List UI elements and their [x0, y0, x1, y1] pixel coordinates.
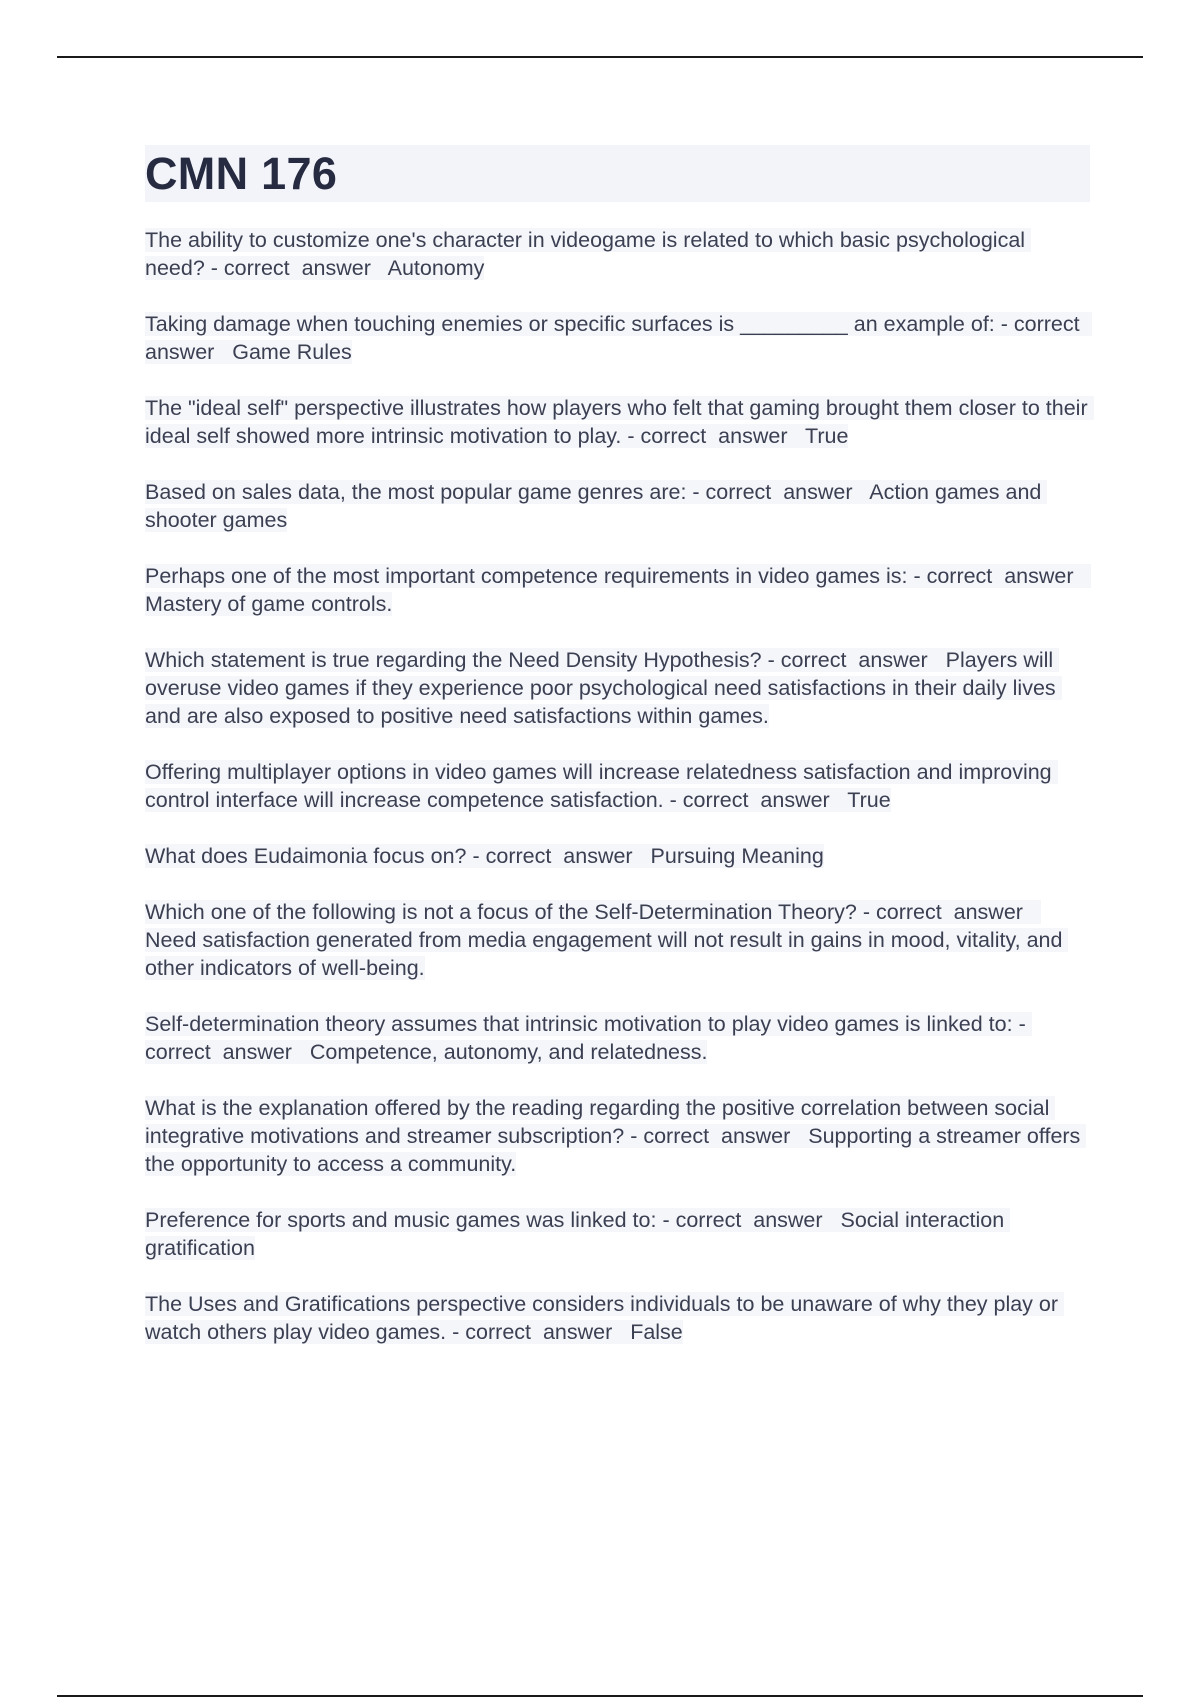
qa-item: [145, 1010, 1090, 1066]
answer-marker: - correct answer: [472, 844, 633, 868]
qa-highlight: [145, 760, 1058, 812]
qa-highlight: [145, 900, 1068, 980]
qa-highlight: [145, 228, 1031, 280]
document-title: CMN 176: [145, 148, 338, 199]
qa-item: [145, 646, 1090, 730]
qa-item: [145, 898, 1090, 982]
answer-text: Mastery of game controls.: [145, 592, 393, 616]
qa-item: [145, 1094, 1090, 1178]
qa-item: [145, 1206, 1090, 1262]
question-text: Which one of the following is not a focus of the Self-Determination Theory?: [145, 900, 857, 924]
question-text: Offering multiplayer options in video games will increase relatedness satisfaction and improving control interface will increase competence satisfaction.: [145, 760, 1058, 812]
answer-text: Players will overuse video games if they experience poor psychological need satisfactions in their daily lives and are also exposed to positive need satisfactions within games.: [145, 648, 1062, 728]
question-text: What does Eudaimonia focus on?: [145, 844, 467, 868]
answer-marker: - correct answer: [662, 1208, 823, 1232]
question-text: Based on sales data, the most popular game genres are:: [145, 480, 687, 504]
qa-highlight: [145, 1012, 1032, 1064]
qa-highlight: [145, 312, 1092, 364]
title-band: [145, 145, 1090, 202]
top-rule: [57, 56, 1143, 58]
qa-item: [145, 842, 1090, 870]
qa-list: [145, 226, 1094, 1346]
answer-text: True: [847, 788, 891, 812]
answer-text: Autonomy: [387, 256, 485, 280]
answer-marker: - correct answer: [669, 788, 830, 812]
answer-marker: - correct answer: [452, 1320, 613, 1344]
answer-marker: - correct answer: [145, 312, 1092, 364]
document-body: [145, 145, 1094, 1374]
answer-marker: - correct answer: [862, 900, 1023, 924]
qa-highlight: [145, 844, 824, 868]
answer-text: Need satisfaction generated from media engagement will not result in gains in mood, vitality, and other indicators of well-being.: [145, 928, 1069, 980]
question-text: Self-determination theory assumes that intrinsic motivation to play video games is linked to:: [145, 1012, 1013, 1036]
qa-item: [145, 478, 1090, 534]
answer-marker: - correct answer: [627, 424, 788, 448]
qa-highlight: [145, 480, 1047, 532]
qa-highlight: [145, 396, 1094, 448]
question-text: The "ideal self" perspective illustrates how players who felt that gaming brought them closer to their ideal self showed more intrinsic motivation to play.: [145, 396, 1094, 448]
answer-text: Supporting a streamer offers the opportunity to access a community.: [145, 1124, 1087, 1176]
qa-item: [145, 1290, 1090, 1346]
question-text: The Uses and Gratifications perspective considers individuals to be unaware of why they play or watch others play video games.: [145, 1292, 1065, 1344]
answer-marker: - correct answer: [913, 564, 1074, 588]
bottom-rule: [57, 1695, 1143, 1697]
answer-text: Game Rules: [232, 340, 352, 364]
qa-highlight: [145, 564, 1091, 616]
answer-text: False: [630, 1320, 683, 1344]
question-text: The ability to customize one's character in videogame is related to which basic psychological need?: [145, 228, 1032, 280]
question-text: Which statement is true regarding the Need Density Hypothesis?: [145, 648, 762, 672]
qa-highlight: [145, 648, 1062, 728]
qa-item: [145, 394, 1094, 450]
qa-highlight: [145, 1292, 1064, 1344]
question-text: Preference for sports and music games was linked to:: [145, 1208, 657, 1232]
qa-item: [145, 758, 1090, 814]
question-text: Perhaps one of the most important competence requirements in video games is:: [145, 564, 908, 588]
qa-item: [145, 562, 1090, 618]
answer-marker: - correct answer: [210, 256, 371, 280]
qa-item: [145, 226, 1090, 282]
answer-text: Competence, autonomy, and relatedness.: [309, 1040, 708, 1064]
answer-text: Action games and shooter games: [145, 480, 1048, 532]
qa-highlight: [145, 1096, 1086, 1176]
qa-highlight: [145, 1208, 1010, 1260]
answer-text: Social interaction gratification: [145, 1208, 1011, 1260]
answer-text: True: [805, 424, 849, 448]
answer-text: Pursuing Meaning: [650, 844, 824, 868]
qa-item: [145, 310, 1090, 366]
question-text: What is the explanation offered by the reading regarding the positive correlation between social integrative motivations and streamer subscription?: [145, 1096, 1056, 1148]
question-text: Taking damage when touching enemies or specific surfaces is _________ an example of:: [145, 312, 995, 336]
answer-marker: - correct answer: [145, 1012, 1032, 1064]
answer-marker: - correct answer: [630, 1124, 791, 1148]
answer-marker: - correct answer: [767, 648, 928, 672]
answer-marker: - correct answer: [692, 480, 853, 504]
